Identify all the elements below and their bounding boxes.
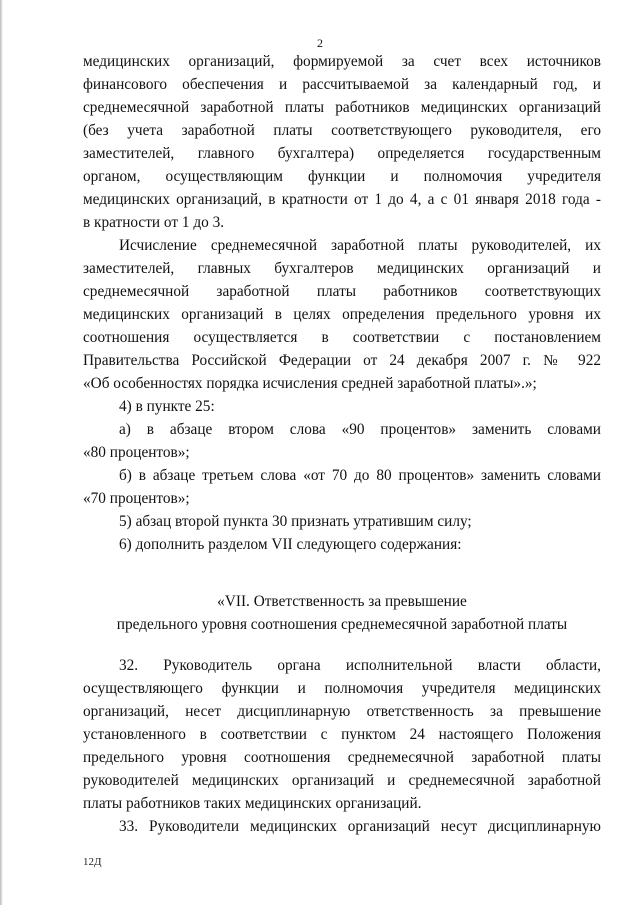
- text-line: соотношения осуществляется в соответствии с постановлением: [83, 329, 601, 346]
- document-body: [83, 50, 601, 556]
- page-number: 2: [317, 36, 323, 50]
- text-line: заместителей, главных бухгалтеров медицинских организаций и: [83, 260, 601, 277]
- text-line: «70 процентов»;: [83, 490, 190, 507]
- text-line: медицинских организаций, в кратности от 1 до 4, а с 01 января 2018 года -: [83, 191, 601, 208]
- text-line: а) в абзаце втором слова «90 процентов» заменить словами: [119, 421, 601, 438]
- text-line: (без учета заработной платы соответствующего руководителя, его: [83, 122, 601, 139]
- section-heading: [83, 590, 601, 636]
- text-line: организаций, несет дисциплинарную ответственность за превышение: [83, 703, 601, 720]
- paragraph-item-4: [83, 395, 601, 418]
- text-line: руководителей медицинских организаций и среднемесячной заработной: [83, 772, 601, 789]
- text-line: среднемесячной заработной платы работников соответствующих: [83, 283, 601, 300]
- text-line: медицинских организаций, формируемой за счет всех источников: [83, 53, 601, 70]
- text-line: Правительства Российской Федерации от 24 декабря 2007 г. № 922: [83, 352, 601, 369]
- text-line: Исчисление среднемесячной заработной платы руководителей, их: [119, 237, 601, 254]
- text-line: 4) в пункте 25:: [119, 398, 215, 415]
- text-line: 33. Руководители медицинских организаций несут дисциплинарную: [119, 818, 601, 835]
- text-line: 5) абзац второй пункта 30 признать утратившим силу;: [119, 513, 472, 530]
- text-line: б) в абзаце третьем слова «от 70 до 80 процентов» заменить словами: [119, 467, 601, 484]
- text-line: предельного уровня соотношения среднемесячной заработной платы: [83, 749, 601, 766]
- paragraph-item-6: [83, 533, 601, 556]
- paragraph-calculation: [83, 234, 601, 395]
- text-line: в кратности от 1 до 3.: [83, 214, 225, 231]
- text-line: 6) дополнить разделом VII следующего содержания:: [119, 536, 462, 553]
- text-line: платы работников таких медицинских организаций.: [83, 795, 422, 812]
- section-body: [83, 654, 601, 838]
- scan-edge-shadow: [0, 0, 3, 905]
- text-line: 32. Руководитель органа исполнительной власти области,: [119, 657, 601, 674]
- text-line: заместителей, главного бухгалтера) определяется государственным: [83, 145, 601, 162]
- paragraph-item-4a: [83, 418, 601, 464]
- paragraph-32: [83, 654, 601, 815]
- text-line: среднемесячной заработной платы работников медицинских организаций: [83, 99, 601, 116]
- text-line: осуществляющего функции и полномочия учредителя медицинских: [83, 680, 601, 697]
- paragraph-33: [83, 815, 601, 838]
- footer-code: 12Д: [83, 856, 102, 868]
- text-line: финансового обеспечения и рассчитываемой за календарный год, и: [83, 76, 601, 93]
- section-heading-line-1: «VII. Ответственность за превышение: [217, 593, 467, 610]
- text-line: «80 процентов»;: [83, 444, 190, 461]
- text-line: органом, осуществляющим функции и полномочия учредителя: [83, 168, 601, 185]
- text-line: медицинских организаций в целях определения предельного уровня их: [83, 306, 601, 323]
- paragraph-continuation: [83, 50, 601, 234]
- text-line: установленного в соответствии с пунктом 24 настоящего Положения: [83, 726, 601, 743]
- paragraph-item-4b: [83, 464, 601, 510]
- paragraph-item-5: [83, 510, 601, 533]
- text-line: «Об особенностях порядка исчисления средней заработной платы».»;: [83, 375, 537, 392]
- section-heading-line-2: предельного уровня соотношения среднемесячной заработной платы: [116, 616, 568, 633]
